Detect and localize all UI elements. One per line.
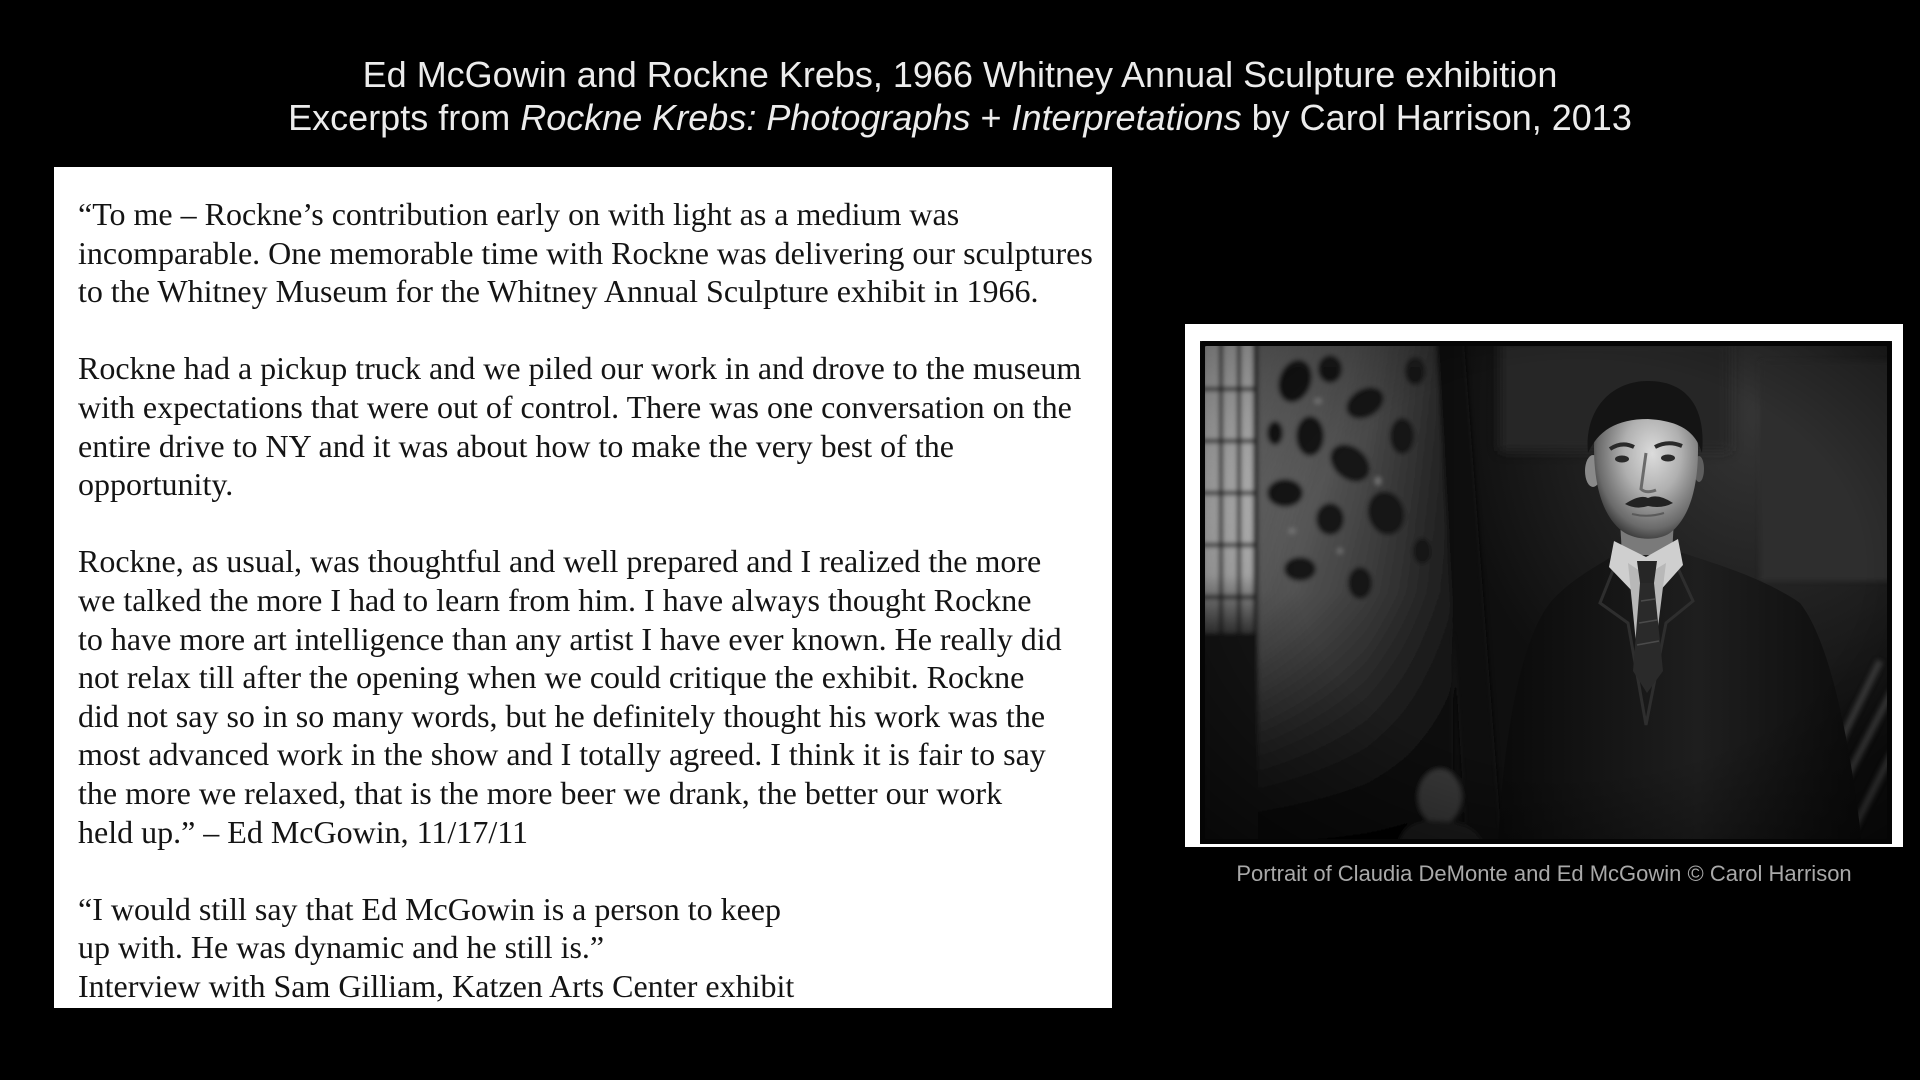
quote-paragraph-1 bbox=[78, 195, 1093, 311]
quote-line: to have more art intelligence than any artist I have ever known. He really did bbox=[78, 620, 1062, 657]
title-line-1: Ed McGowin and Rockne Krebs, 1966 Whitney Annual Sculpture exhibition bbox=[362, 54, 1558, 95]
quote-line: Rockne, as usual, was thoughtful and well prepared and I realized the more bbox=[78, 543, 1042, 580]
quote-paragraph-3 bbox=[78, 542, 1093, 851]
quote-paragraph-4 bbox=[78, 890, 1093, 1006]
quote-line: did not say so in so many words, but he definitely thought his work was the bbox=[78, 697, 1046, 734]
quote-line: “To me – Rockne’s contribution early on with light as a medium was bbox=[78, 196, 960, 232]
book-title-part-1: Rockne Krebs: Photographs bbox=[520, 97, 971, 138]
quote-line: we talked the more I had to learn from him. I have always thought Rockne bbox=[78, 581, 1032, 618]
quote-text bbox=[78, 195, 1093, 1005]
quote-paragraph-2 bbox=[78, 349, 1093, 503]
quote-line: up with. He was dynamic and he still is.” bbox=[78, 929, 605, 966]
quote-line: held up.” – Ed McGowin, 11/17/11 bbox=[78, 813, 529, 850]
quote-line: the more we relaxed, that is the more beer we drank, the better our work bbox=[78, 774, 1003, 811]
book-title-part-2: Interpretations bbox=[1011, 97, 1242, 138]
quote-line: Rockne had a pickup truck and we piled our work in and drove to the museum bbox=[78, 350, 1082, 387]
quote-line: “I would still say that Ed McGowin is a person to keep bbox=[78, 890, 781, 927]
quote-line: not relax till after the opening when we could critique the exhibit. Rockne bbox=[78, 659, 1025, 696]
quote-panel bbox=[54, 167, 1112, 1008]
book-title-plus: + bbox=[970, 97, 1012, 138]
portrait-image bbox=[1200, 341, 1892, 844]
quote-attribution-line: Interview with Sam Gilliam, Katzen Arts Center exhibit bbox=[78, 967, 795, 1004]
quote-line: opportunity. bbox=[78, 466, 234, 503]
quote-line: with expectations that were out of control. There was one conversation on the bbox=[78, 388, 1072, 425]
photo-caption: Portrait of Claudia DeMonte and Ed McGowin © Carol Harrison bbox=[1236, 861, 1852, 886]
slide-title bbox=[0, 53, 1920, 139]
title-line-2-prefix: Excerpts from bbox=[288, 97, 521, 138]
portrait-photo bbox=[1200, 341, 1892, 844]
quote-line: entire drive to NY and it was about how to make the very best of the bbox=[78, 427, 954, 464]
quote-line: to the Whitney Museum for the Whitney Annual Sculpture exhibit in 1966. bbox=[78, 273, 1039, 310]
photo-vignette bbox=[1200, 341, 1892, 844]
photo-frame bbox=[1185, 324, 1903, 847]
quote-line: incomparable. One memorable time with Rockne was delivering our sculptures bbox=[78, 234, 1093, 271]
title-line-2 bbox=[0, 96, 1920, 139]
quote-line: most advanced work in the show and I totally agreed. I think it is fair to say bbox=[78, 736, 1046, 773]
title-line-2-suffix: by Carol Harrison, 2013 bbox=[1241, 97, 1632, 138]
